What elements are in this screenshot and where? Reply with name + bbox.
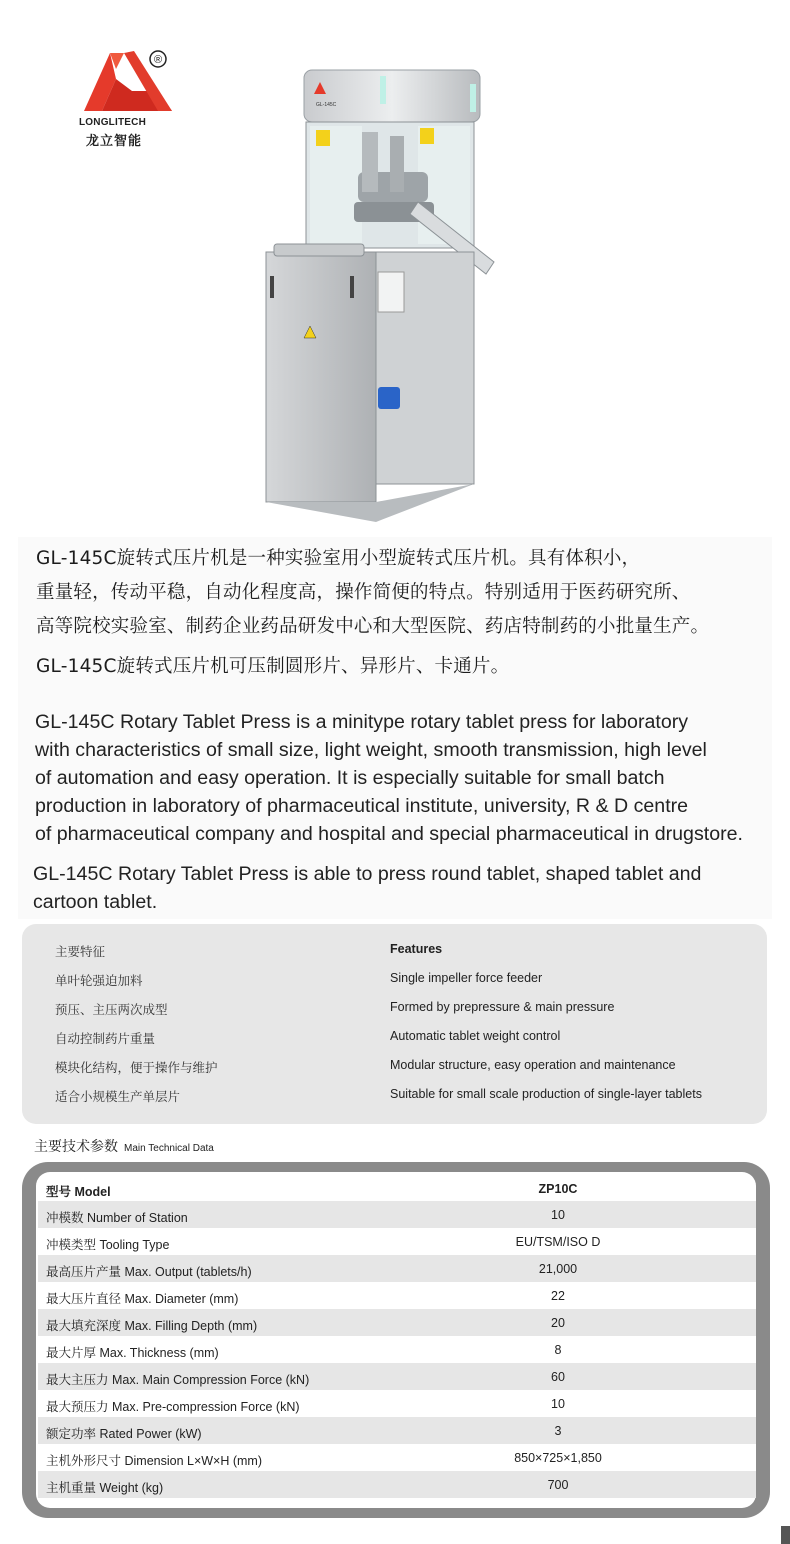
table-row [38, 1471, 756, 1498]
row-label: 最大主压力 Max. Main Compression Force (kN) [46, 1373, 310, 1387]
intro-cn-line: 高等院校实验室、制药企业药品研发中心和大型医院、药店特制药的小批量生产。 [36, 616, 710, 637]
features-heading-en: Features [390, 942, 443, 956]
feature-en: Formed by prepressure & main pressure [390, 1000, 615, 1014]
feature-en: Modular structure, easy operation and maintenance [390, 1058, 676, 1072]
feature-en: Suitable for small scale production of single-layer tablets [390, 1087, 702, 1101]
table-row [38, 1390, 756, 1417]
row-value: EU/TSM/ISO D [515, 1235, 601, 1249]
row-value: 850×725×1,850 [514, 1451, 602, 1465]
row-label: 主机重量 Weight (kg) [46, 1481, 164, 1495]
table-header-row [38, 1175, 756, 1202]
feature-item [22, 1024, 767, 1050]
feature-item [22, 1082, 767, 1108]
row-value: 60 [551, 1370, 565, 1384]
row-label: 最大片厚 Max. Thickness (mm) [46, 1346, 219, 1360]
tablet-press-image [258, 62, 498, 524]
intro-en-line: with characteristics of small size, light weight, smooth transmission, high level [35, 739, 707, 761]
feature-cn: 模块化结构，便于操作与维护 [55, 1060, 218, 1075]
longlitech-logo-mark-icon [62, 45, 190, 120]
row-value: 8 [554, 1343, 562, 1357]
table-row [38, 1336, 756, 1363]
feature-cn: 自动控制药片重量 [55, 1031, 156, 1046]
intro-en-line: of pharmaceutical company and hospital and special pharmaceutical in drugstore. [35, 823, 743, 845]
intro-cn-line: GL-145C旋转式压片机是一种实验室用小型旋转式压片机。具有体积小， [36, 548, 641, 569]
feature-item [22, 966, 767, 992]
feature-en: Automatic tablet weight control [390, 1029, 561, 1043]
features-heading [22, 937, 767, 963]
row-value: 10 [551, 1397, 565, 1411]
scroll-marker [781, 1526, 790, 1544]
row-value: 22 [551, 1289, 565, 1303]
feature-cn: 单叶轮强迫加料 [55, 973, 143, 988]
model-value: ZP10C [538, 1182, 578, 1196]
table-row [38, 1417, 756, 1444]
table-row [38, 1228, 756, 1255]
feature-en: Single impeller force feeder [390, 971, 543, 985]
row-value: 20 [551, 1316, 565, 1330]
row-label: 最大压片直径 Max. Diameter (mm) [46, 1292, 239, 1306]
model-label: 型号 Model [46, 1185, 111, 1199]
intro-en-line: GL-145C Rotary Tablet Press is able to press round tablet, shaped tablet and [33, 863, 702, 885]
row-value: 700 [547, 1478, 569, 1492]
table-row [38, 1282, 756, 1309]
features-heading-cn: 主要特征 [55, 944, 106, 959]
row-label: 最大填充深度 Max. Filling Depth (mm) [46, 1319, 258, 1333]
row-value: 10 [551, 1208, 565, 1222]
intro-cn-line: 重量轻，传动平稳，自动化程度高，操作简便的特点。特别适用于医药研究所、 [36, 582, 691, 603]
tech-data-title [34, 1136, 214, 1156]
brand-name-cn: 龙立智能 [86, 134, 143, 149]
table-row [38, 1363, 756, 1390]
feature-item [22, 1053, 767, 1079]
intro-en-line: cartoon tablet. [33, 891, 158, 913]
row-label: 最高压片产量 Max. Output (tablets/h) [46, 1265, 252, 1279]
intro-en-line: GL-145C Rotary Tablet Press is a minitype rotary tablet press for laboratory [35, 711, 689, 733]
model-plate: GL-145C [316, 102, 337, 108]
table-row [38, 1309, 756, 1336]
features-box [22, 924, 767, 1124]
row-label: 额定功率 Rated Power (kW) [46, 1427, 202, 1441]
tech-title-cn: 主要技术参数 [34, 1139, 118, 1155]
row-label: 冲模类型 Tooling Type [46, 1238, 170, 1252]
table-row [38, 1201, 756, 1228]
row-value: 3 [554, 1424, 562, 1438]
feature-cn: 适合小规模生产单层片 [55, 1089, 181, 1104]
table-row [38, 1444, 756, 1471]
row-label: 主机外形尺寸 Dimension L×W×H (mm) [46, 1454, 262, 1468]
row-label: 冲模数 Number of Station [46, 1211, 188, 1225]
table-row [38, 1255, 756, 1282]
registered-mark: ® [153, 54, 163, 66]
feature-item [22, 995, 767, 1021]
intro-cn-line: GL-145C旋转式压片机可压制圆形片、异形片、卡通片。 [36, 656, 510, 677]
feature-cn: 预压、主压两次成型 [55, 1002, 168, 1017]
tech-title-en: Main Technical Data [124, 1143, 214, 1154]
row-value: 21,000 [538, 1262, 578, 1276]
row-label: 最大预压力 Max. Pre-compression Force (kN) [46, 1400, 300, 1414]
intro-en-line: production in laboratory of pharmaceutical institute, university, R & D centre [35, 795, 689, 817]
brand-name: LONGLITECH [79, 117, 146, 128]
intro-en-line: of automation and easy operation. It is especially suitable for small batch [35, 767, 665, 789]
brand-logo [62, 45, 190, 160]
